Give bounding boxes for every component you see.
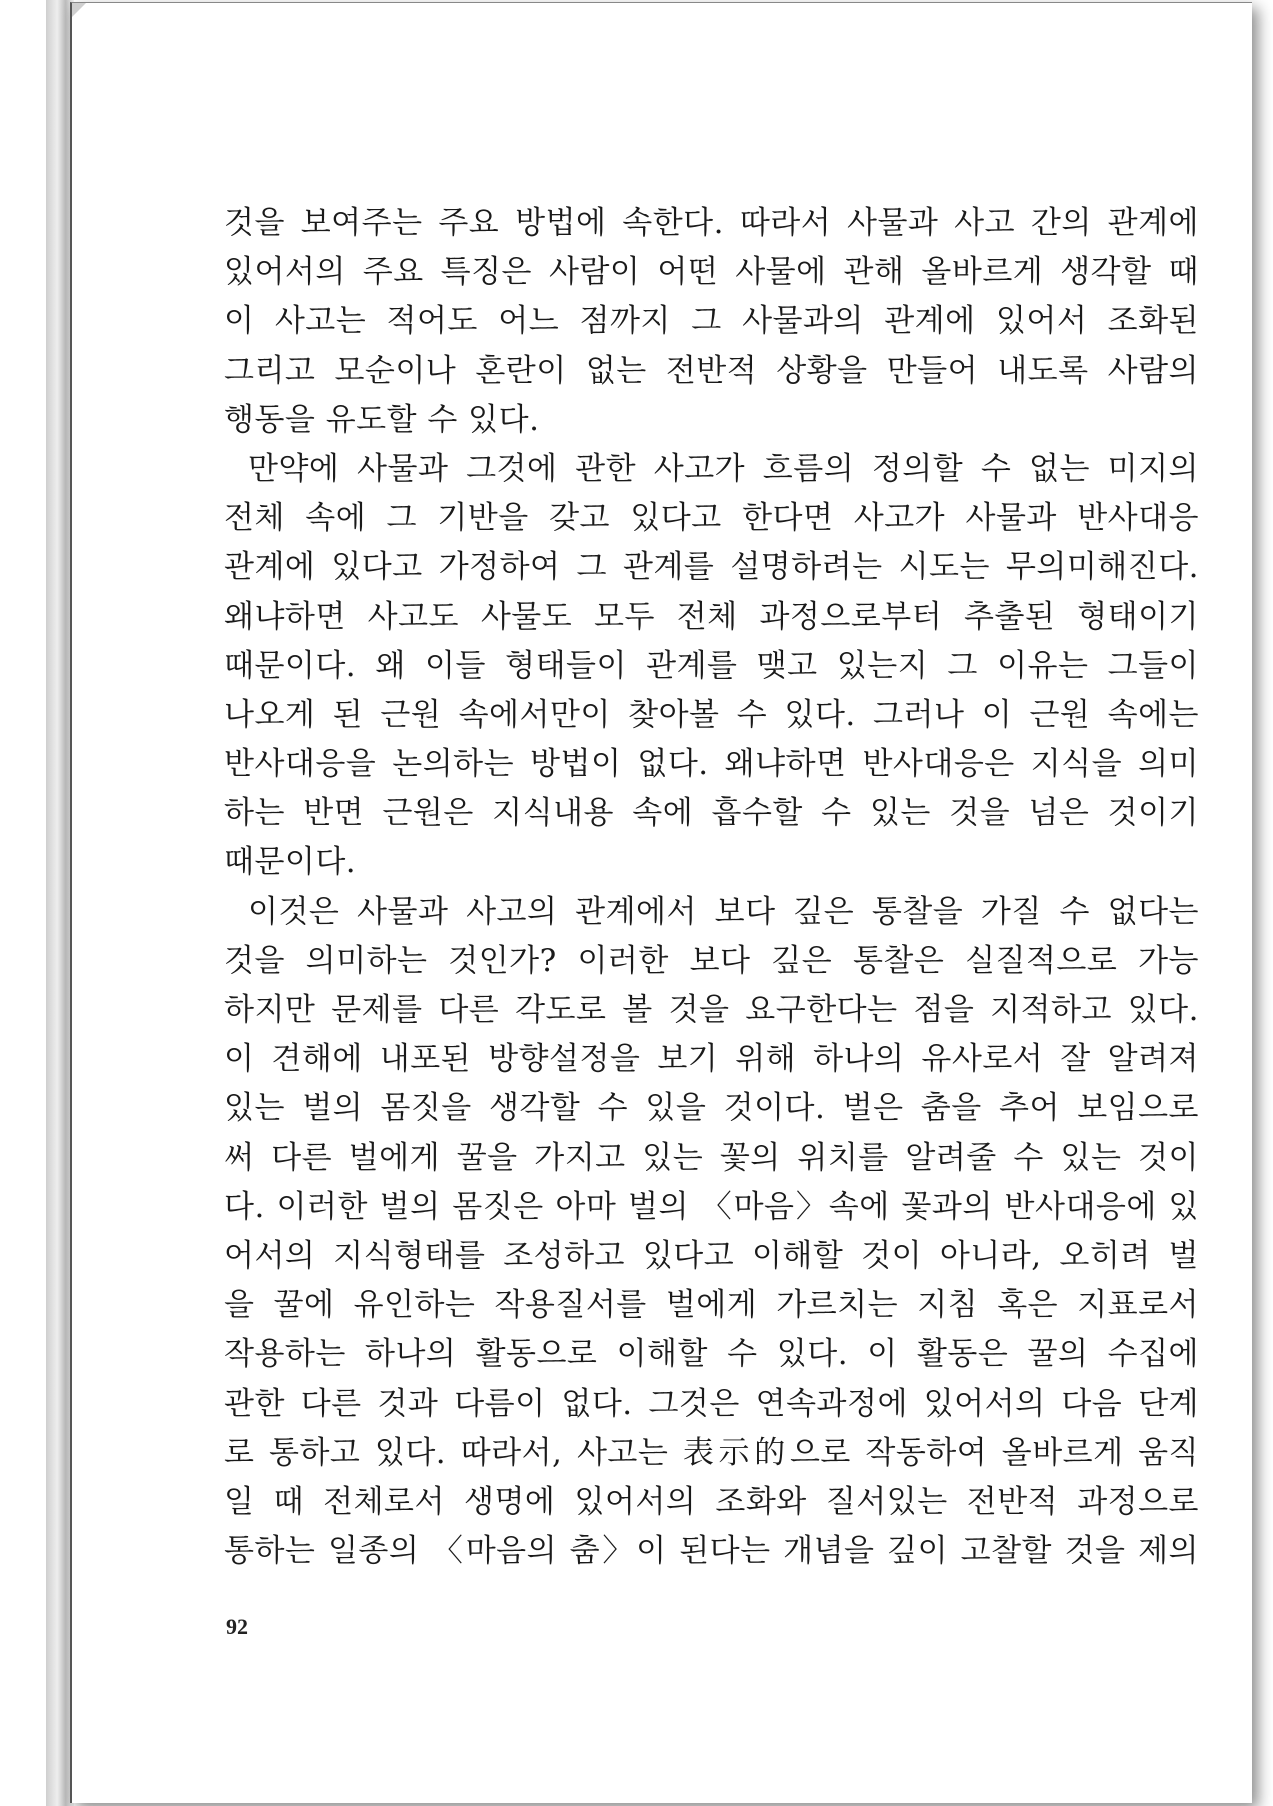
text-line: 것을 의미하는 것인가? 이러한 보다 깊은 통찰은 실질적으로 가능: [224, 942, 1199, 979]
text-line: 다. 이러한 벌의 몸짓은 아마 벌의 〈마음〉속에 꽃과의 반사대응에 있: [224, 1188, 1199, 1225]
page-number: 92: [226, 1614, 248, 1639]
page-corner: [72, 3, 86, 17]
text-line: 써 다른 벌에게 꿀을 가지고 있는 꽃의 위치를 알려줄 수 있는 것이: [224, 1139, 1199, 1176]
text-line: 이것은 사물과 사고의 관계에서 보다 깊은 통찰을 가질 수 없다는: [248, 893, 1199, 930]
text-line: 행동을 유도할 수 있다.: [224, 401, 540, 438]
text-line: 때문이다.: [224, 844, 357, 881]
text-line: 을 꿀에 유인하는 작용질서를 벌에게 가르치는 지침 혹은 지표로서: [224, 1287, 1199, 1324]
text-line: 있어서의 주요 특징은 사람이 어떤 사물에 관해 올바르게 생각할 때: [224, 254, 1199, 291]
text-line: 때문이다. 왜 이들 형태들이 관계를 맺고 있는지 그 이유는 그들이: [224, 647, 1199, 684]
text-line: 작용하는 하나의 활동으로 이해할 수 있다. 이 활동은 꿀의 수집에: [224, 1336, 1199, 1373]
text-line: 왜냐하면 사고도 사물도 모두 전체 과정으로부터 추출된 형태이기: [224, 598, 1199, 635]
text-line: 나오게 된 근원 속에서만이 찾아볼 수 있다. 그러나 이 근원 속에는: [224, 696, 1199, 733]
text-line: 관계에 있다고 가정하여 그 관계를 설명하려는 시도는 무의미해진다.: [224, 549, 1199, 586]
text-line: 이 견해에 내포된 방향설정을 보기 위해 하나의 유사로서 잘 알려져: [224, 1041, 1199, 1078]
text-line: 통하는 일종의 〈마음의 춤〉이 된다는 개념을 깊이 고찰할 것을 제의: [224, 1533, 1199, 1570]
text-line: 만약에 사물과 그것에 관한 사고가 흐름의 정의할 수 없는 미지의: [248, 450, 1199, 487]
text-line: 하는 반면 근원은 지식내용 속에 흡수할 수 있는 것을 넘은 것이기: [224, 795, 1199, 832]
text-line: 전체 속에 그 기반을 갖고 있다고 한다면 사고가 사물과 반사대응: [224, 500, 1199, 537]
text-line: 이 사고는 적어도 어느 점까지 그 사물과의 관계에 있어서 조화된: [224, 303, 1199, 340]
body-text: [224, 199, 1199, 1576]
book-page: [70, 2, 1252, 1803]
text-line: 로 통하고 있다. 따라서, 사고는 表示的으로 작동하여 올바르게 움직: [224, 1434, 1199, 1471]
text-line: 하지만 문제를 다른 각도로 볼 것을 요구한다는 점을 지적하고 있다.: [224, 992, 1199, 1028]
text-line: 일 때 전체로서 생명에 있어서의 조화와 질서있는 전반적 과정으로: [224, 1483, 1199, 1520]
text-line: 그리고 모순이나 혼란이 없는 전반적 상황을 만들어 내도록 사람의: [224, 352, 1199, 389]
text-line: 것을 보여주는 주요 방법에 속한다. 따라서 사물과 사고 간의 관계에: [224, 205, 1199, 241]
text-line: 반사대응을 논의하는 방법이 없다. 왜냐하면 반사대응은 지식을 의미: [224, 746, 1199, 783]
text-line: 어서의 지식형태를 조성하고 있다고 이해할 것이 아니라, 오히려 벌: [224, 1237, 1199, 1274]
text-line: 관한 다른 것과 다름이 없다. 그것은 연속과정에 있어서의 다음 단계: [224, 1385, 1199, 1422]
text-line: 있는 벌의 몸짓을 생각할 수 있을 것이다. 벌은 춤을 추어 보임으로: [224, 1090, 1199, 1127]
